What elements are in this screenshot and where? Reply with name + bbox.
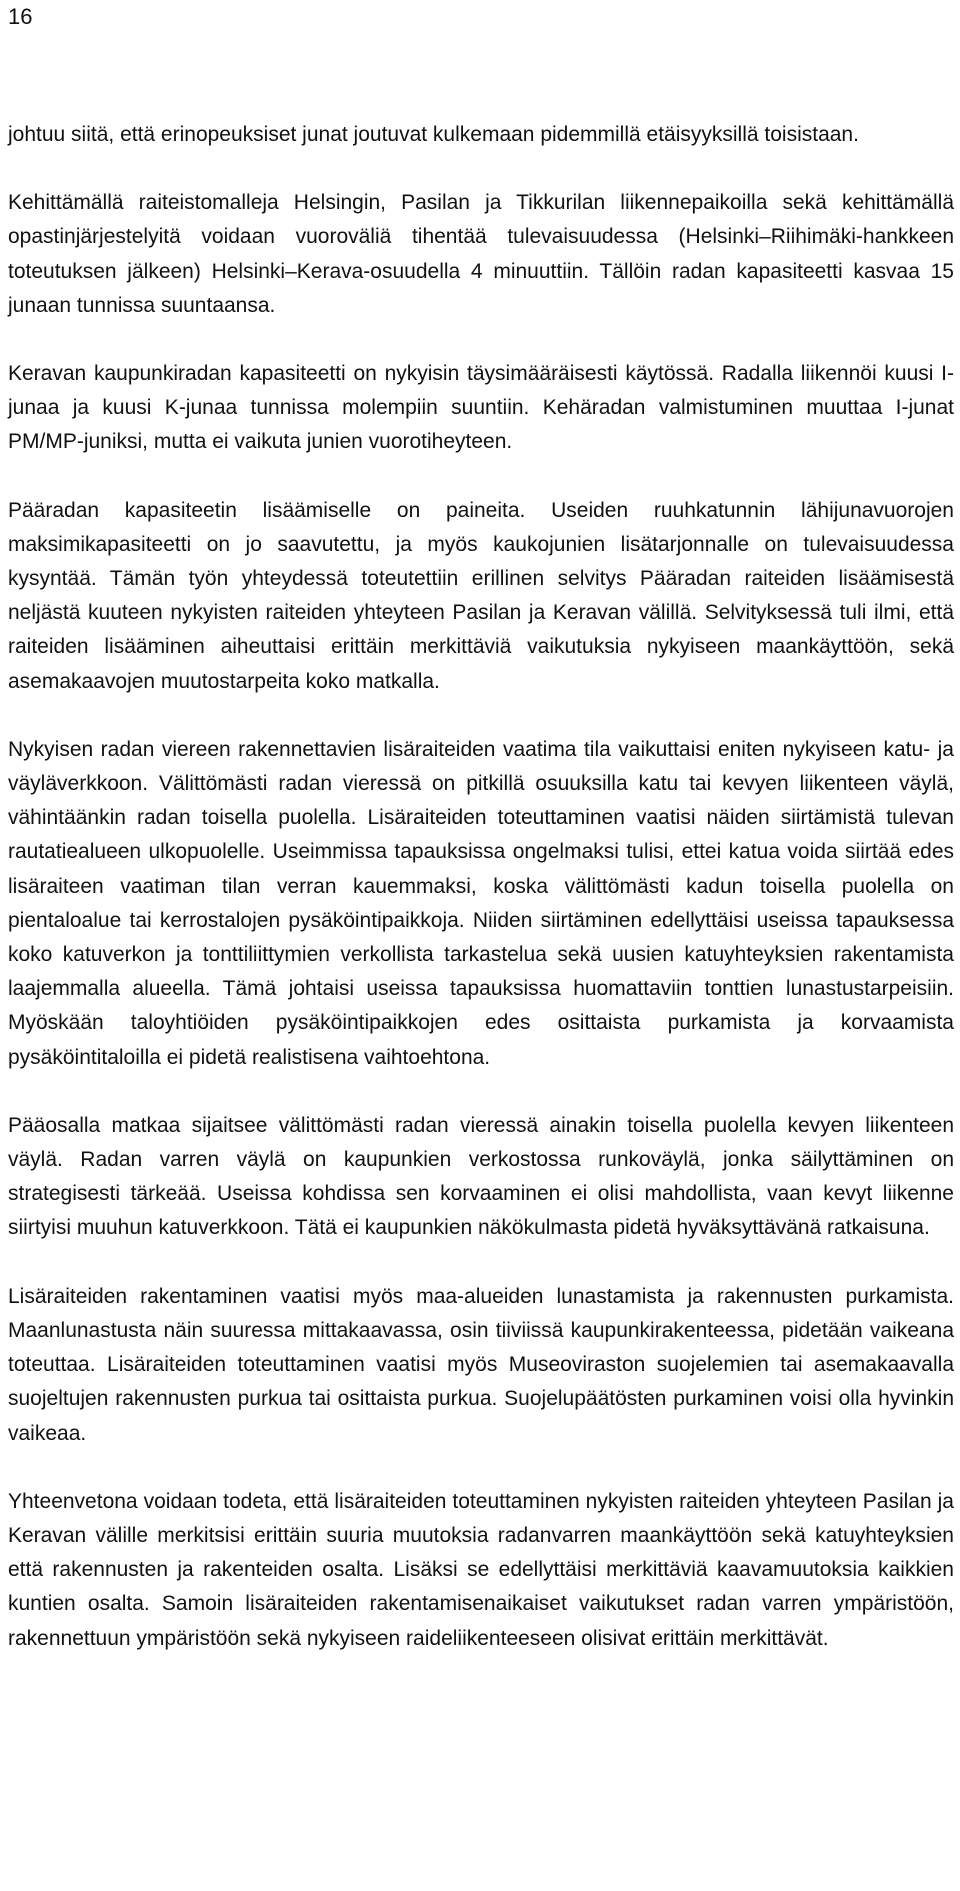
document-body xyxy=(8,118,954,1656)
paragraph-6: Pääosalla matkaa sijaitsee välittömästi radan vieressä ainakin toisella puolella kevyen liikenteen väylä. Radan varren väylä on kaupunkien verkostossa runkoväylä, jonka säilyttäminen on strategisesti tärkeää. Useissa kohdissa sen korvaaminen ei olisi mahdollista, vaan kevyt liikenne siirtyisi muuhun katuverkkoon. Tätä ei kaupunkien näkökulmasta pidetä hyväksyttävänä ratkaisuna. xyxy=(8,1113,954,1240)
paragraph-3: Keravan kaupunkiradan kapasiteetti on nykyisin täysimääräisesti käytössä. Radalla liikennöi kuusi I-junaa ja kuusi K-junaa tunnissa molempiin suuntiin. Kehäradan valmistuminen muuttaa I-junat PM/MP-juniksi, mutta ei vaikuta junien vuorotiheyteen. xyxy=(8,362,954,454)
paragraph-8: Yhteenvetona voidaan todeta, että lisäraiteiden toteuttaminen nykyisten raiteiden yhteyteen Pasilan ja Keravan välille merkitsisi erittäin suuria muutoksia radanvarren maankäyttöön sekä katuyhteyksien että rakennusten ja rakenteiden osalta. Lisäksi se edellyttäisi merkittäviä kaavamuutoksia kaikkien kuntien osalta. Samoin lisäraiteiden rakentamisenaikaiset vaikutukset radan varren ympäristöön, rakennettuun ympäristöön sekä nykyiseen raideliikenteeseen olisivat erittäin merkittävät. xyxy=(8,1489,954,1650)
paragraph-5: Nykyisen radan viereen rakennettavien lisäraiteiden vaatima tila vaikuttaisi eniten nykyiseen katu- ja väyläverkkoon. Välittömästi radan vieressä on pitkillä osuuksilla katu tai kevyen liikenteen väylä, vähintäänkin radan toisella puolella. Lisäraiteiden toteuttaminen vaatisi näiden siirtämistä tulevan rautatiealueen ulkopuolelle. Useimmissa tapauksissa ongelmaksi tulisi, ettei katua voida siirtää edes lisäraiteen vaatiman tilan verran kauemmaksi, koska välittömästi kadun toisella puolella on pientaloalue tai kerrostalojen pysäköintipaikkoja. Niiden siirtäminen edellyttäisi useissa tapauksessa koko katuverkon ja tonttiliittymien verkollista tarkastelua sekä uusien katuyhteyksien rakentamista laajemmalla alueella. Tämä johtaisi useissa tapauksissa huomattaviin tonttien lunastustarpeisiin. Myöskään taloyhtiöiden pysäköintipaikkojen edes osittaista purkamista ja korvaamista pysäköintitaloilla ei pidetä realistisena vaihtoehtona. xyxy=(8,737,954,1069)
paragraph-7: Lisäraiteiden rakentaminen vaatisi myös maa-alueiden lunastamista ja rakennusten purkamista. Maanlunastusta näin suuressa mittakaavassa, osin tiiviissä kaupunkirakenteessa, pidetään vaikeana toteuttaa. Lisäraiteiden toteuttaminen vaatisi myös Museoviraston suojelemien tai asemakaavalla suojeltujen rakennusten purkua tai osittaista purkua. Suojelupäätösten purkaminen voisi olla hyvinkin vaikeaa. xyxy=(8,1284,954,1445)
paragraph-2: Kehittämällä raiteistomalleja Helsingin, Pasilan ja Tikkurilan liikennepaikoilla sekä kehittämällä opastinjärjestelyitä voidaan vuoroväliä tihentää tulevaisuudessa (Helsinki–Riihimäki-hankkeen toteutuksen jälkeen) Helsinki–Kerava-osuudella 4 minuuttiin. Tällöin radan kapasiteetti kasvaa 15 junaan tunnissa suuntaansa. xyxy=(8,191,954,317)
paragraph-4: Pääradan kapasiteetin lisäämiselle on paineita. Useiden ruuhkatunnin lähijunavuorojen maksimikapasiteetti on jo saavutettu, ja myös kaukojunien lisätarjonnalle on tulevaisuudessa kysyntää. Tämän työn yhteydessä toteutettiin erillinen selvitys Pääradan raiteiden lisäämisestä neljästä kuuteen nykyisten raiteiden yhteyteen Pasilan ja Keravan välillä. Selvityksessä tuli ilmi, että raiteiden lisääminen aiheuttaisi erittäin merkittäviä vaikutuksia nykyiseen maankäyttöön, sekä asemakaavojen muutostarpeita koko matkalla. xyxy=(8,498,954,693)
page-number: 16 xyxy=(8,4,33,29)
paragraph-1: johtuu siitä, että erinopeuksiset junat joutuvat kulkemaan pidemmillä etäisyyksillä toisistaan. xyxy=(8,123,859,146)
